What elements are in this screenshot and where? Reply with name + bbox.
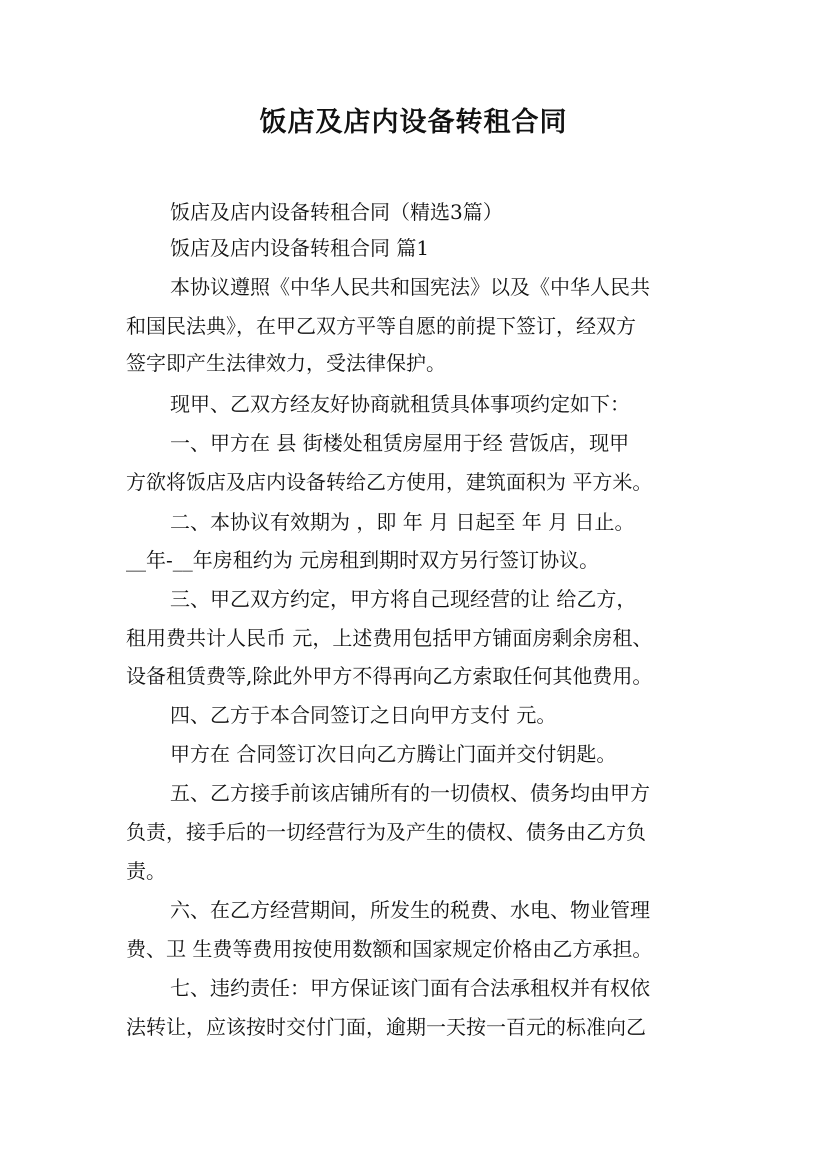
paragraph-line: 五、乙方接手前该店铺所有的一切债权、债务均由甲方: [170, 781, 650, 805]
paragraph-line: 设备租赁费等,除此外甲方不得再向乙方索取任何其他费用。: [126, 664, 653, 688]
paragraph-line: 三、甲乙双方约定，甲方将自己现经营的让 给乙方，: [170, 587, 637, 611]
paragraph-line: 甲方在 合同签订次日向乙方腾让门面并交付钥匙。: [170, 742, 617, 766]
paragraph-line: 四、乙方于本合同签订之日向甲方支付 元。: [170, 703, 557, 727]
paragraph-line: 六、在乙方经营期间，所发生的税费、水电、物业管理: [170, 898, 650, 922]
paragraph-line: 租用费共计人民币 元，上述费用包括甲方铺面房剩余房租、: [126, 626, 653, 650]
document-subtitle: 饭店及店内设备转租合同（精选3篇）: [170, 200, 503, 224]
paragraph-line: 本协议遵照《中华人民共和国宪法》以及《中华人民共: [170, 275, 650, 299]
paragraph-line: 和国民法典》，在甲乙双方平等自愿的前提下签订，经双方: [126, 314, 636, 338]
paragraph-line: 签字即产生法律效力，受法律保护。: [126, 351, 446, 375]
section-heading: 饭店及店内设备转租合同 篇1: [170, 236, 430, 260]
paragraph-line: 责。: [126, 859, 166, 883]
paragraph-line: 法转让，应该按时交付门面，逾期一天按一百元的标准向乙: [126, 1015, 646, 1039]
paragraph-line: 二、本协议有效期为 ，即 年 月 日起至 年 月 日止。: [170, 510, 635, 534]
paragraph-line: 费、卫 生费等费用按使用数额和国家规定价格由乙方承担。: [126, 937, 653, 961]
document-title: 饭店及店内设备转租合同: [259, 107, 568, 138]
paragraph-line: 七、违约责任：甲方保证该门面有合法承租权并有权依: [170, 976, 650, 1000]
paragraph-line: 方欲将饭店及店内设备转给乙方使用，建筑面积为 平方米。: [126, 470, 653, 494]
paragraph-line: 负责，接手后的一切经营行为及产生的债权、债务由乙方负: [126, 820, 646, 844]
paragraph-line: __年-__年房租约为 元房租到期时双方另行签订协议。: [126, 548, 600, 572]
paragraph-line: 一、甲方在 县 街楼处租赁房屋用于经 营饭店，现甲: [170, 431, 630, 455]
paragraph-line: 现甲、乙双方经友好协商就租赁具体事项约定如下：: [170, 392, 630, 416]
